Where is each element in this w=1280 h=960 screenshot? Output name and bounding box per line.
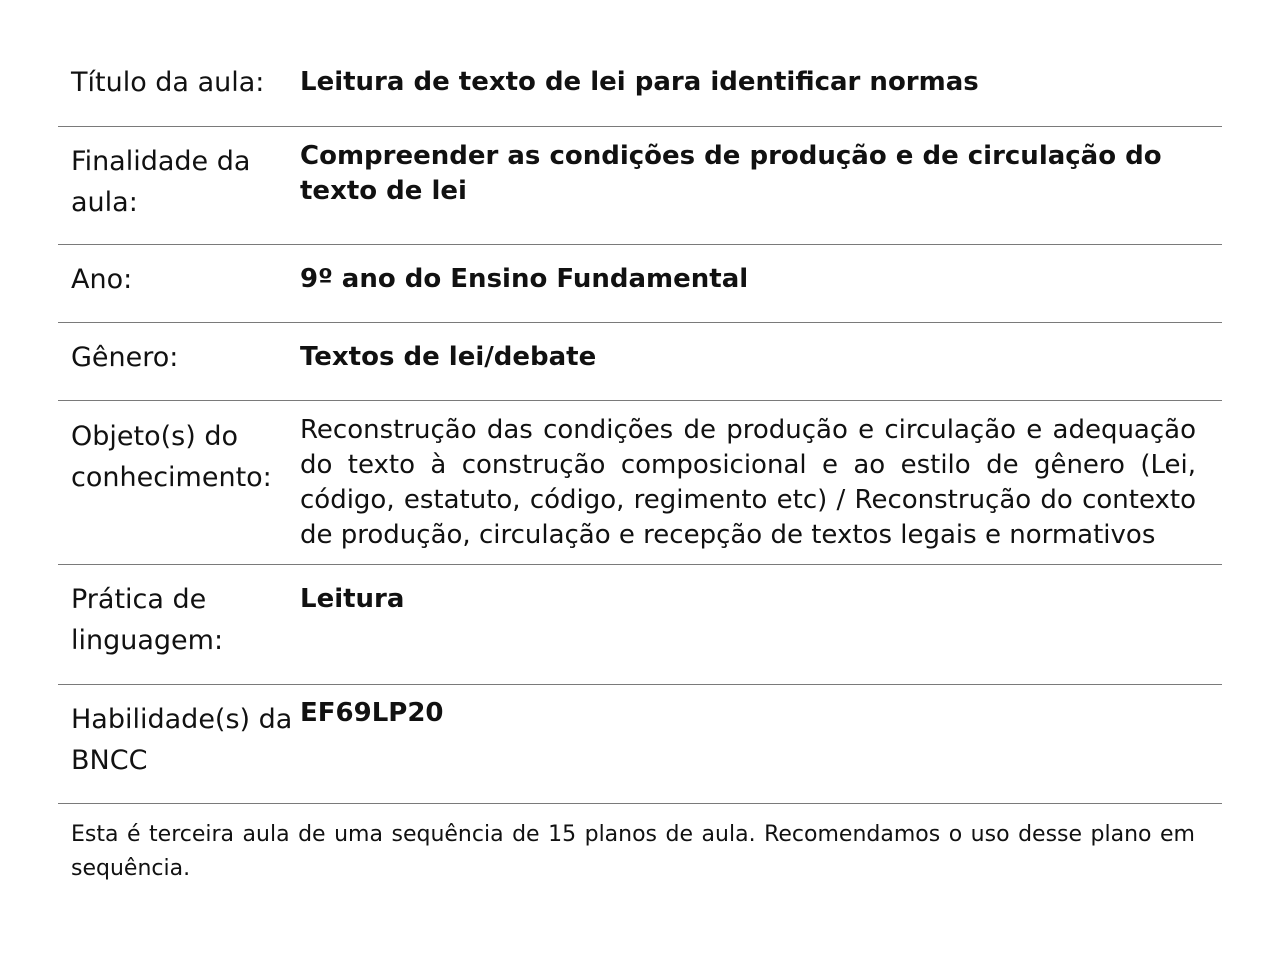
label-ano: Ano:	[71, 264, 133, 295]
label-pratica: Prática de linguagem:	[71, 584, 224, 656]
value-genero: Textos de lei/debate	[300, 342, 597, 372]
row-genero	[58, 323, 1222, 401]
row-pratica	[58, 565, 1222, 685]
label-genero: Gênero:	[71, 342, 179, 373]
row-habilidade	[58, 685, 1222, 804]
sequence-note: Esta é terceira aula de uma sequência de 15 planos de aula. Recomendamos o uso desse plano em sequência.	[71, 822, 1195, 881]
value-pratica: Leitura	[300, 584, 405, 614]
row-titulo	[58, 48, 1222, 127]
label-finalidade: Finalidade da aula:	[71, 146, 251, 218]
value-titulo: Leitura de texto de lei para identificar normas	[300, 67, 979, 97]
label-habilidade: Habilidade(s) da BNCC	[71, 704, 293, 776]
value-finalidade: Compreender as condições de produção e de circulação do texto de lei	[300, 141, 1162, 206]
value-habilidade: EF69LP20	[300, 698, 444, 728]
row-objeto	[58, 401, 1222, 565]
row-finalidade	[58, 127, 1222, 245]
lesson-plan-table	[58, 48, 1222, 886]
value-ano: 9º ano do Ensino Fundamental	[300, 264, 749, 294]
value-objeto: Reconstrução das condições de produção e circulação e adequação do texto à construção composicional e ao estilo de gênero (Lei, código, estatuto, código, regimento etc) / Reconstrução do contexto de produção, circulação e recepção de textos legais e normativos	[300, 415, 1196, 550]
label-titulo: Título da aula:	[71, 67, 265, 98]
label-objeto: Objeto(s) do conhecimento:	[71, 421, 272, 493]
row-ano	[58, 245, 1222, 323]
